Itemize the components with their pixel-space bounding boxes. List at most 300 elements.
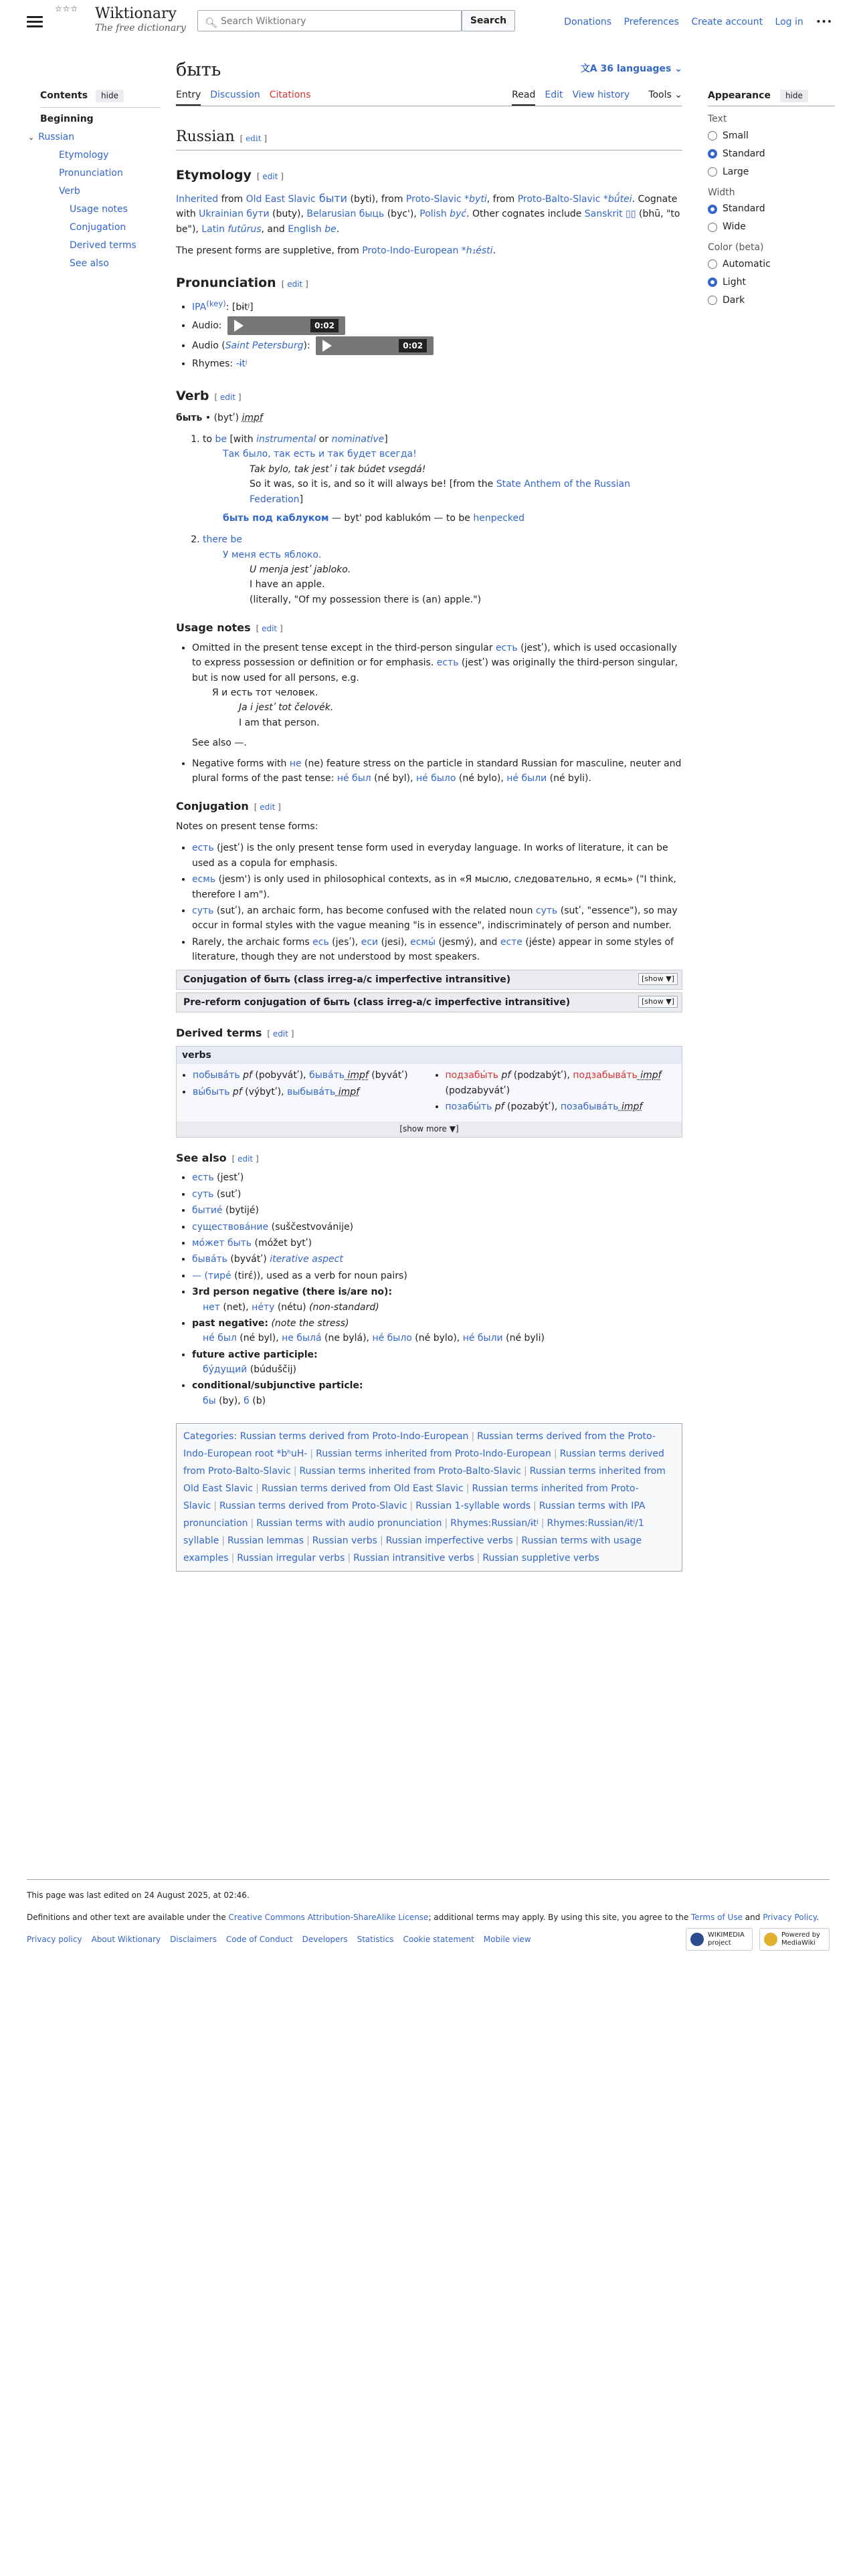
link[interactable]: не́ были (462, 1333, 503, 1344)
link[interactable]: henpecked (473, 512, 524, 524)
language-selector[interactable] (581, 62, 682, 76)
login-link[interactable]: Log in (775, 17, 803, 27)
separator: | (306, 1535, 310, 1547)
link[interactable]: есмь (192, 874, 216, 885)
link[interactable]: Proto-Balto-Slavic (517, 193, 601, 205)
link[interactable]: be (321, 223, 337, 235)
example-translation: I am that person. (239, 717, 320, 728)
audio-duration: 0:02 (310, 319, 339, 332)
link[interactable]: — (тире́ (192, 1270, 231, 1281)
category-links (176, 1423, 682, 1572)
link[interactable]: выбыва́ть (287, 1086, 336, 1097)
show-button[interactable]: [show ▼] (638, 973, 678, 985)
rhymes-item: • Rhymes: -ɨtʲ (192, 356, 682, 371)
link[interactable]: Inherited (176, 193, 219, 205)
example-translation: I have an apple. (250, 579, 325, 591)
derived-column-left (177, 1067, 430, 1115)
toc-hide-button[interactable]: hide (96, 90, 124, 102)
rhymes-link[interactable]: -ɨtʲ (235, 358, 248, 369)
text-size-label: Text (708, 114, 727, 125)
toc-item-derived-terms[interactable] (40, 237, 161, 255)
list-item: • суть (sutʹ) (192, 1187, 682, 1202)
privacy-link[interactable]: Privacy Policy (763, 1913, 817, 1923)
separator: | (231, 1553, 235, 1564)
list-item: • существова́ние (suščestvovánije) (192, 1220, 682, 1235)
link[interactable]: есть (436, 657, 459, 669)
link[interactable]: не была́ (282, 1333, 322, 1344)
toc-link-conjugation[interactable]: Conjugation (70, 222, 126, 233)
link[interactable]: futūrus (224, 223, 262, 235)
link[interactable]: бу́дущий (203, 1364, 248, 1376)
separator: | (213, 1501, 217, 1512)
option-label: Wide (723, 221, 746, 233)
list-item: • 3rd person negative (there is/are no): нет (net), не́ту (nétu) (non-standard) (192, 1285, 682, 1315)
list-item: • быва́ть (byvátʹ) iterative aspect (192, 1252, 682, 1267)
edit-link[interactable]: edit (260, 802, 276, 813)
sub-item: не́ был (né byl), не была́ (ne bylá), не́ было (né bylo), не́ были (né byli) (203, 1333, 545, 1344)
edit-link[interactable]: edit (272, 1029, 288, 1039)
footer-link[interactable]: Code of Conduct (225, 1935, 293, 1945)
radio-icon[interactable] (708, 167, 717, 177)
audio-player[interactable] (316, 336, 434, 355)
example-text: У меня есть яблоко. (223, 549, 322, 560)
terms-link[interactable]: Terms of Use (691, 1913, 743, 1923)
see-also-list (176, 1170, 682, 1408)
link[interactable]: позабы́ть (445, 1101, 492, 1113)
link[interactable]: есмы́ (410, 936, 436, 948)
conjugation-table-toggle[interactable]: Conjugation of быть (class irreg-a/c imperfective intransitive) [show ▼] (176, 970, 682, 990)
example-text: Так было, так есть и так будет всегда! (223, 449, 417, 460)
link[interactable]: не́ был (203, 1333, 237, 1344)
link[interactable]: Saint Petersburg (225, 340, 304, 351)
link[interactable]: не (289, 758, 302, 769)
list-item: • побыва́ть pf (pobyvátʹ), быва́ть impf (byvátʹ) (193, 1068, 430, 1083)
derived-terms-header: verbs (177, 1047, 682, 1064)
footer-link[interactable]: Developers (302, 1935, 348, 1945)
text-size-standard[interactable] (708, 145, 835, 163)
edit-link[interactable]: edit (262, 624, 278, 634)
edit-link[interactable]: edit (287, 280, 303, 290)
radio-icon[interactable] (708, 131, 717, 140)
heading-derived-terms: Derived terms [ edit ] (176, 1027, 294, 1040)
link[interactable]: есть (192, 1172, 214, 1184)
categories-label[interactable]: Categories: (183, 1431, 237, 1442)
table-of-contents (28, 88, 161, 273)
wordmark[interactable] (95, 5, 186, 33)
link[interactable]: Polish (419, 209, 447, 220)
page-tabs (176, 86, 682, 106)
site-header (0, 0, 859, 44)
category-link[interactable]: Russian terms derived from the Proto-Indo-European root *bʰuH- (183, 1431, 656, 1460)
toc-link-usage-notes[interactable]: Usage notes (70, 204, 128, 215)
sub-item: бу́дущий (búduščij) (203, 1364, 296, 1376)
link[interactable]: не́ было (372, 1333, 412, 1344)
separator: | (553, 1448, 557, 1460)
main-menu-icon[interactable] (27, 13, 43, 29)
link[interactable]: быва́ть (192, 1254, 227, 1265)
link[interactable]: Belarusian (306, 209, 357, 220)
wikimedia-badge[interactable]: WIKIMEDIA project (686, 1928, 753, 1951)
page-footer (27, 1879, 830, 1947)
separator: | (515, 1535, 519, 1547)
mediawiki-icon (764, 1933, 777, 1946)
ipa-key-link[interactable]: (key) (206, 298, 226, 308)
toc-title: Contents hide (40, 88, 161, 103)
toc-item-russian[interactable] (28, 128, 161, 146)
headword-line: быть • (bytʹ) impf (176, 412, 263, 423)
color-dark[interactable] (708, 292, 835, 310)
category-link[interactable]: Russian terms derived from Proto-Indo-European (240, 1431, 469, 1442)
link[interactable]: be (215, 433, 227, 445)
search-input[interactable] (219, 13, 423, 29)
link[interactable]: нет (203, 1301, 220, 1313)
separator: | (541, 1518, 545, 1529)
tab-view-history[interactable]: View history (572, 90, 630, 100)
separator: | (523, 1466, 527, 1477)
radio-icon[interactable] (708, 223, 717, 232)
link[interactable]: *bū́tei (600, 193, 632, 205)
toc-link-derived-terms[interactable]: Derived terms (70, 240, 136, 251)
show-more-button[interactable]: [show more ▼] (177, 1121, 682, 1137)
category-link[interactable]: Russian terms derived from Old East Slavic (261, 1483, 464, 1495)
separator: | (250, 1518, 254, 1529)
link[interactable]: не́ был (337, 772, 371, 784)
show-button[interactable]: [show ▼] (638, 996, 678, 1008)
list-item: • вы́быть pf (výbytʹ), выбыва́ть impf (193, 1085, 430, 1099)
wiktionary-logo[interactable]: ☆☆☆ (55, 4, 79, 13)
link[interactable]: существова́ние (192, 1221, 269, 1232)
list-item: • мо́жет быть (móžet bytʹ) (192, 1236, 682, 1251)
category-link[interactable]: Russian terms inherited from Proto-Balto-Slavic (299, 1466, 521, 1477)
license-link[interactable]: Creative Commons Attribution-ShareAlike License (228, 1913, 429, 1923)
list-item: • past negative: (note the stress) не́ был (né byl), не была́ (ne bylá), не́ было (né bylo), не́ были (né byli) (192, 1316, 682, 1346)
tools-menu[interactable]: Tools ⌄ (648, 90, 682, 100)
user-links (555, 15, 832, 29)
redlink[interactable]: подзабы́ть (445, 1070, 499, 1081)
color-label: Color (beta) (708, 242, 764, 253)
category-link[interactable]: Russian terms with IPA pronunciation (183, 1501, 646, 1529)
link[interactable]: State Anthem of the Russian Federation (250, 479, 630, 505)
link[interactable]: Sanskrit (584, 209, 623, 220)
link[interactable]: *h₁ésti (458, 245, 493, 256)
option-label: Standard (723, 203, 765, 215)
definition-2 (203, 532, 682, 607)
separator: | (533, 1501, 537, 1512)
category-link[interactable]: Russian lemmas (227, 1535, 304, 1547)
separator: | (444, 1518, 448, 1529)
footer-link[interactable]: Statistics (357, 1935, 394, 1945)
page-title: быть (176, 60, 221, 80)
link[interactable]: б (244, 1395, 250, 1406)
tab-edit[interactable]: Edit (545, 90, 563, 100)
width-label: Width (708, 187, 735, 198)
search-box (197, 10, 462, 31)
separator: | (310, 1448, 314, 1460)
link[interactable]: Proto-Slavic (405, 193, 462, 205)
tab-entry[interactable]: Entry (176, 86, 201, 106)
list-item: • есть (jestʹ) (192, 1170, 682, 1185)
toc-item-verb[interactable] (40, 183, 161, 201)
redlink[interactable]: подзабыва́ть (573, 1070, 638, 1081)
see-also-note: See also —. (192, 738, 247, 749)
example-text: Я и есть тот человек. (212, 687, 318, 699)
category-link[interactable]: Russian terms derived from Proto-Balto-Slavic (183, 1448, 664, 1477)
option-label: Standard (723, 148, 765, 159)
definitions (176, 432, 682, 607)
color-automatic[interactable] (708, 255, 835, 274)
sub-item: бы (by), б (b) (203, 1395, 266, 1406)
category-link[interactable]: Russian intransitive verbs (353, 1553, 474, 1564)
toc-link-see-also[interactable]: See also (70, 258, 109, 270)
link[interactable]: есть (495, 642, 518, 653)
category-list (183, 1431, 666, 1564)
link[interactable]: не́ту (252, 1301, 275, 1313)
edit-link[interactable]: edit (246, 134, 262, 143)
category-link[interactable]: Russian terms inherited from Proto-Slavic (183, 1483, 639, 1512)
link[interactable]: суть (192, 1188, 214, 1200)
color-light[interactable] (708, 274, 835, 292)
etymology-suppletive: The present forms are suppletive, from Proto-Indo-European *h₁ésti. (176, 245, 496, 256)
toc-link-pronunciation[interactable]: Pronunciation (59, 168, 123, 179)
footer-link[interactable]: About Wiktionary (91, 1935, 161, 1945)
separator: | (409, 1501, 413, 1512)
list-item: • future active participle: бу́дущий (búduščij) (192, 1348, 682, 1378)
option-label: Dark (723, 294, 745, 306)
derived-terms-box (176, 1046, 682, 1138)
list-item: • бытие́ (bytijé) (192, 1203, 682, 1218)
option-label: Light (723, 276, 746, 288)
radio-selected-icon[interactable] (708, 149, 717, 158)
edit-link[interactable]: edit (220, 393, 236, 403)
mediawiki-badge[interactable]: Powered by MediaWiki (759, 1928, 830, 1951)
create-account-link[interactable]: Create account (691, 17, 763, 27)
link[interactable]: быти (315, 191, 348, 205)
link[interactable]: Latin (201, 223, 225, 235)
option-label: Automatic (723, 258, 771, 270)
idiom: быть под каблуком — byt' pod kablukóm — to be henpecked (223, 512, 524, 524)
footer-link[interactable]: Disclaimers (170, 1935, 217, 1945)
link[interactable]: iterative aspect (270, 1254, 343, 1265)
category-link[interactable]: Russian terms inherited from Old East Slavic (183, 1466, 666, 1495)
heading-verb: Verb [ edit ] (176, 389, 242, 404)
link[interactable]: суть (192, 905, 214, 916)
pronunciation-list (176, 298, 682, 371)
edit-link[interactable]: edit (237, 1154, 254, 1164)
radio-icon[interactable] (708, 259, 717, 269)
usage-example (223, 548, 682, 608)
heading-pronunciation: Pronunciation [ edit ] (176, 276, 308, 291)
category-link[interactable]: Russian terms inherited from Proto-Indo-European (316, 1448, 551, 1460)
footer-link[interactable]: Cookie statement (403, 1935, 474, 1945)
wikimedia-icon (690, 1933, 704, 1946)
category-link[interactable]: Russian suppletive verbs (482, 1553, 599, 1564)
translate-icon: 文A (580, 64, 601, 74)
toc-link-verb[interactable]: Verb (59, 186, 80, 197)
separator: | (221, 1535, 225, 1547)
chevron-down-icon[interactable]: ⌄ (28, 133, 35, 142)
heading-usage-notes: Usage notes [ edit ] (176, 621, 283, 635)
width-standard[interactable] (708, 200, 835, 218)
conj-note: • Rarely, the archaic forms есь (jesʹ), еси (jesi), есмы́ (jesmý), and есте (jéste) appear in some styles of literature, though they are not understood by most speakers. (192, 935, 682, 965)
category-link[interactable]: Russian 1-syllable words (415, 1501, 531, 1512)
tab-read[interactable]: Read (512, 86, 535, 106)
separator: | (347, 1553, 351, 1564)
search-button[interactable]: Search (462, 10, 515, 31)
main-content (176, 56, 682, 1572)
example-translit: Tak bylo, tak jestʹ i tak búdet vsegdá! (250, 463, 426, 475)
category-link[interactable]: Rhymes:Russian/ɨtʲ/1 syllable (183, 1518, 644, 1547)
example-translation: So it was, so it is, and so it will always be! [from the State Anthem of the Russian Federation] (250, 479, 630, 505)
link[interactable]: быть под каблуком (223, 512, 329, 524)
languages-count: 36 languages (600, 64, 672, 74)
category-link[interactable]: Russian terms with audio pronunciation (256, 1518, 442, 1529)
preferences-link[interactable]: Preferences (624, 17, 679, 27)
link[interactable]: вы́быть (193, 1086, 230, 1097)
separator: | (466, 1483, 470, 1495)
conj-note: • есть (jestʹ) is the only present tense form used in everyday language. In works of literature, it can be used as a copula for emphasis. (192, 841, 682, 871)
toc-link-etymology[interactable]: Etymology (59, 150, 109, 161)
link[interactable]: Ukrainian (199, 209, 244, 220)
example-translit: Ja i jestʹ tot čelovék. (239, 702, 334, 714)
link[interactable]: позабыва́ть (560, 1101, 619, 1113)
radio-icon[interactable] (708, 296, 717, 305)
derived-column-right (430, 1067, 682, 1115)
usage-example (223, 447, 682, 507)
list-item: • подзабы́ть pf (podzabýtʹ), подзабыва́ть impf (podzabyvátʹ) (446, 1068, 682, 1098)
appearance-title: Appearance hide (708, 88, 835, 106)
separator: | (256, 1483, 259, 1495)
separator: | (379, 1535, 383, 1547)
separator: | (471, 1431, 475, 1442)
link[interactable]: Old East Slavic (246, 193, 316, 205)
conjugation-intro: Notes on present tense forms: (176, 821, 318, 832)
link[interactable]: there be (203, 534, 242, 546)
example-literal: (literally, "Of my possession there is (an) apple.") (250, 594, 482, 605)
usage-note-1: • Omitted in the present tense except in the third-person singular есть (jestʹ), which is used occasionally to express possession or definition or for emphasis. есть (jestʹ) was originally the third-person singular, but is now used for all persons, e.g. Я и есть тот человек. Ja i jestʹ tot čelovék. I am that person. See also —. (192, 641, 682, 751)
donations-link[interactable]: Donations (564, 17, 612, 27)
ipa-item: • $IPA^{(key)}$: [bɨtʲ] (192, 298, 682, 315)
link[interactable]: бы (203, 1395, 216, 1406)
toc-item-usage-notes[interactable] (40, 201, 161, 219)
audio-duration: 0:02 (399, 339, 427, 352)
usage-notes-list (176, 641, 682, 786)
link[interactable]: ▯▯ (622, 209, 636, 220)
definition-1: 1. to be [with instrumental or nominative] Так было, так есть и так будет всегда! Tak bylo, tak jestʹ i tak búdet vsegdá! So it was, so it is, and so it will always be! [from the State Anthem of the Russian Federation] быть под каблуком — byt' pod kablukóm — to be henpecked (203, 432, 682, 526)
footer-link[interactable]: Mobile view (483, 1935, 531, 1945)
example-translit: U menja jestʹ jabloko. (250, 564, 351, 576)
link[interactable]: *byti (461, 193, 487, 205)
conj-note: • суть (sutʹ), an archaic form, has become confused with the related noun суть (sutʹ, "essence"), so may occur in formal styles with the vague meaning "is in essence", indiscriminately of person and number. (192, 903, 682, 934)
toc-item-beginning[interactable]: Beginning (40, 114, 94, 125)
link[interactable]: есте (500, 936, 522, 948)
heading-etymology: Etymology [ edit ] (176, 168, 284, 183)
audio-item-2: • Audio (Saint Petersburg): 0:02 (192, 336, 682, 355)
link[interactable]: есть (192, 843, 214, 854)
edit-link[interactable]: edit (262, 172, 278, 182)
more-options-icon[interactable]: ••• (816, 17, 832, 27)
radio-selected-icon[interactable] (708, 278, 717, 287)
last-edited: This page was last edited on 24 August 2025, at 02:46. (27, 1891, 250, 1900)
search-icon: 🔍︎ (205, 17, 218, 29)
usage-note-2: • Negative forms with не (ne) feature stress on the particle in standard Russian for masculine, neuter and plural forms of the past tense: не́ был (né byl), не́ было (né bylo), не́ были (né byli). (192, 756, 682, 786)
prereform-conjugation-toggle[interactable]: Pre-reform conjugation of быть (class irreg-a/c imperfective intransitive) [show ▼] (176, 992, 682, 1012)
link[interactable]: бытие́ (192, 1205, 223, 1216)
conj-note: • есмь (jesm') is only used in philosophical contexts, as in «Я мыслю, следовательно, я есмь» ("I think, therefore I am"). (192, 872, 682, 902)
category-link[interactable]: Russian terms derived from Proto-Slavic (219, 1501, 407, 1512)
footer-link[interactable]: Privacy policy (27, 1935, 82, 1945)
link[interactable]: English (288, 223, 322, 235)
chevron-down-icon: ⌄ (671, 64, 682, 74)
list-item: • conditional/subjunctive particle: бы (by), б (b) (192, 1378, 682, 1408)
site-tagline: The free dictionary (95, 23, 186, 33)
toc-item-conjugation[interactable] (40, 219, 161, 237)
license-text: Definitions and other text are available under the Creative Commons Attribution-ShareAlike License; additional terms may apply. By using this site, you agree to the Terms of Use and Privacy Policy. (27, 1913, 820, 1923)
toc-item-etymology[interactable] (40, 146, 161, 165)
site-name: Wiktionary (95, 5, 177, 22)
list-item: • — (тире́ (tirɛ́)), used as a verb for noun pairs) (192, 1269, 682, 1283)
sub-item: нет (net), не́ту (nétu) (non-standard) (203, 1301, 379, 1313)
radio-selected-icon[interactable] (708, 205, 717, 214)
category-link[interactable]: Rhymes:Russian/ɨtʲ (450, 1518, 539, 1529)
usage-example (212, 685, 682, 730)
text-size-small[interactable] (708, 127, 835, 145)
toc-item-pronunciation[interactable] (40, 165, 161, 183)
category-link[interactable]: Russian imperfective verbs (385, 1535, 513, 1547)
link[interactable]: być (446, 209, 467, 220)
link[interactable]: Proto-Indo-European (362, 245, 459, 256)
link[interactable]: есь (312, 936, 329, 948)
option-label: Large (723, 166, 749, 177)
text-size-large[interactable] (708, 163, 835, 181)
heading-russian: Russian [ edit ] (176, 125, 682, 150)
audio-item: • Audio: 0:02 (192, 316, 682, 335)
etymology-text: Inherited from Old East Slavic быти (byti), from Proto-Slavic *byti, from Proto-Balto-Slavic *bū́tei. Cognate with Ukrainian бути (buty), Belarusian быць (byc'), Polish być. Other cognates include Sanskrit ▯▯ (bhū, "to be"), Latin futūrus, and English be. (176, 191, 680, 235)
link[interactable]: быць (356, 209, 385, 220)
tab-citations[interactable]: Citations (269, 90, 311, 100)
tab-discussion[interactable]: Discussion (210, 90, 260, 100)
separator: | (293, 1466, 297, 1477)
separator: | (476, 1553, 480, 1564)
category-link[interactable]: Russian verbs (312, 1535, 377, 1547)
link[interactable]: не́ было (415, 772, 456, 784)
link[interactable]: nominative (331, 433, 385, 445)
link[interactable]: не́ были (506, 772, 547, 784)
category-link[interactable]: Russian irregular verbs (237, 1553, 345, 1564)
play-icon[interactable] (234, 320, 244, 332)
category-link[interactable]: Russian terms with usage examples (183, 1535, 642, 1564)
link[interactable]: суть (535, 905, 558, 916)
link[interactable]: instrumental (256, 433, 316, 445)
link[interactable]: еси (361, 936, 379, 948)
list-item: • позабы́ть pf (pozabýtʹ), позабыва́ть impf (446, 1099, 682, 1114)
appearance-hide-button[interactable]: hide (780, 90, 808, 102)
link[interactable]: быва́ть (309, 1070, 345, 1081)
play-icon[interactable] (322, 340, 332, 352)
link[interactable]: побыва́ть (193, 1070, 240, 1081)
link[interactable]: бути (243, 209, 270, 220)
heading-conjugation: Conjugation [ edit ] (176, 800, 281, 813)
toc-link-russian[interactable]: Russian (38, 132, 75, 143)
ipa-link[interactable]: IPA (192, 302, 207, 313)
option-label: Small (723, 130, 749, 141)
audio-player[interactable] (227, 316, 345, 335)
conjugation-notes (176, 841, 682, 964)
link[interactable]: мо́жет быть (192, 1237, 252, 1249)
toc-item-see-also[interactable] (40, 255, 161, 273)
heading-see-also: See also [ edit ] (176, 1151, 259, 1164)
width-wide[interactable] (708, 218, 835, 236)
appearance-panel (708, 88, 835, 310)
